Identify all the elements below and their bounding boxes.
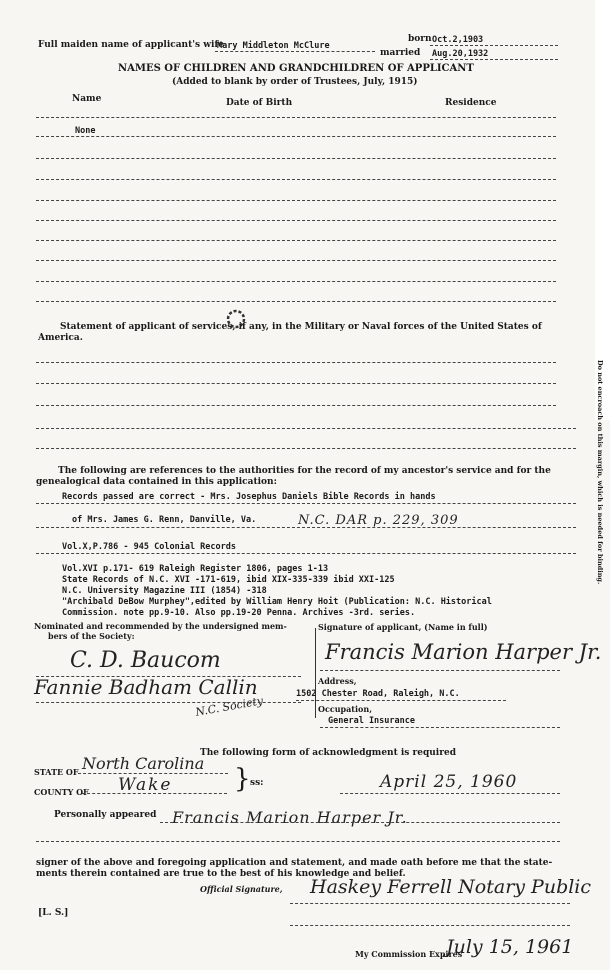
address-label: Address, [318, 676, 357, 686]
military-line-3 [36, 405, 556, 406]
born-label: born [408, 34, 432, 44]
commission-upper-line [290, 925, 570, 926]
county-label: COUNTY OF [34, 787, 89, 797]
acknowledgment-date: April 25, 1960 [380, 772, 518, 792]
acknowledgment-intro: The following form of acknowledgment is required [200, 748, 456, 758]
date-line [340, 793, 560, 794]
children-line-3 [36, 158, 556, 159]
children-title: NAMES OF CHILDREN AND GRANDCHILDREN OF APPLICANT [118, 63, 474, 74]
col-name-header: Name [72, 94, 102, 104]
children-subtitle: (Added to blank by order of Trustees, July, 1915) [172, 77, 418, 87]
wife-name-value: Mary Middleton McClure [217, 41, 330, 51]
reference-line-6: N.C. University Magazine III (1854) -318 [62, 586, 267, 596]
born-date: Oct.2,1903 [432, 35, 484, 45]
children-line-10 [36, 301, 556, 302]
county-value: Wake [118, 775, 173, 795]
nominator-line-2 [36, 702, 301, 703]
children-line-8 [36, 260, 556, 261]
children-line-2 [36, 136, 556, 137]
references-intro-cont: genealogical data contained in this application: [36, 477, 277, 487]
nominator-signature-1: C. D. Baucom [70, 648, 221, 673]
official-signature-label: Official Signature, [200, 884, 283, 894]
occupation-line [320, 727, 560, 728]
married-line [430, 59, 558, 60]
references-intro: The following are references to the authorities for the record of my ancestor's service and for the [58, 466, 551, 476]
applicant-signature-line [320, 670, 560, 671]
handwritten-reference: N.C. DAR p. 229, 309 [298, 513, 459, 528]
reference-line-7: "Archibald DeBow Murphey",edited by William Henry Hoit (Publication: N.C. Historical [62, 597, 492, 607]
occupation-value: General Insurance [328, 716, 415, 726]
children-line-6 [36, 220, 556, 221]
applicant-signature: Francis Marion Harper Jr. [325, 640, 602, 664]
state-line [78, 773, 228, 774]
nominator-society-note: N.C. Society [194, 694, 265, 719]
wife-name-line [215, 51, 375, 52]
appeared-line [160, 822, 560, 823]
commission-label: My Commission Expires [355, 949, 463, 959]
blank-line [36, 841, 560, 842]
seal-label: [L. S.] [38, 908, 69, 918]
oath-text: signer of the above and foregoing application and statement, and made oath before me that the state- [36, 858, 553, 868]
military-line-5 [36, 448, 576, 449]
military-line-2 [36, 383, 556, 384]
married-date: Aug.20,1932 [432, 49, 489, 59]
reference-line-1: Records passed are correct - Mrs. Josephus Daniels Bible Records in hands [62, 492, 436, 502]
children-line-7 [36, 240, 556, 241]
married-label: married [380, 48, 421, 58]
nomination-label: Nominated and recommended by the undersigned mem- [34, 621, 287, 631]
wife-name-label: Full maiden name of applicant's wife [38, 40, 224, 50]
address-line [296, 700, 506, 701]
born-line [430, 45, 558, 46]
military-line-1 [36, 362, 556, 363]
col-residence-header: Residence [445, 98, 497, 108]
military-line-4 [36, 428, 576, 429]
children-line-1 [36, 117, 556, 118]
ref-underline-1 [36, 503, 576, 504]
oath-text-cont: ments therein contained are true to the best of his knowledge and belief. [36, 869, 406, 879]
state-label: STATE OF [34, 767, 79, 777]
signature-divider [315, 628, 316, 718]
col-dob-header: Date of Birth [226, 98, 293, 108]
reference-line-3: Vol.X,P.786 - 945 Colonial Records [62, 542, 236, 552]
children-line-5 [36, 200, 556, 201]
county-line [82, 793, 227, 794]
binding-margin-note: Do not encroach on this margin, which is needed for binding. [596, 360, 604, 585]
children-entry: None [75, 126, 96, 136]
nominator-line-1 [36, 676, 301, 677]
official-signature: Haskey Ferrell Notary Public [310, 876, 592, 898]
address-value: 1502 Chester Road, Raleigh, N.C. [296, 689, 460, 699]
reference-line-8: Commission. note pp.9-10. Also pp.19-20 Penna. Archives -3rd. series. [62, 608, 416, 618]
nomination-label-cont: bers of the Society: [48, 631, 135, 641]
military-statement-cont: America. [38, 333, 83, 343]
appeared-label: Personally appeared [54, 810, 157, 820]
reference-line-5: State Records of N.C. XVI -171-619, ibid XIX-335-339 ibid XXI-125 [62, 575, 395, 585]
ref-underline-2 [36, 527, 576, 528]
reference-line-2: of Mrs. James G. Renn, Danville, Va. [72, 515, 257, 525]
occupation-label: Occupation, [318, 704, 372, 714]
state-value: North Carolina [82, 754, 205, 773]
brace-glyph: } [234, 764, 251, 794]
commission-date: July 15, 1961 [446, 936, 574, 958]
reference-line-4: Vol.XVI p.171- 619 Raleigh Register 1806, pages 1-13 [62, 564, 329, 574]
military-statement: Statement of applicant of services, if any, in the Military or Naval forces of the United States of [60, 322, 542, 332]
children-line-9 [36, 281, 556, 282]
appeared-name: Francis Marion Harper Jr. [172, 808, 408, 827]
applicant-signature-label: Signature of applicant, (Name in full) [318, 622, 488, 632]
nominator-signature-2: Fannie Badham Callin [34, 675, 258, 699]
ss-label: ss: [250, 778, 264, 788]
children-line-4 [36, 179, 556, 180]
official-signature-line [290, 903, 570, 904]
ref-underline-3 [36, 553, 576, 554]
